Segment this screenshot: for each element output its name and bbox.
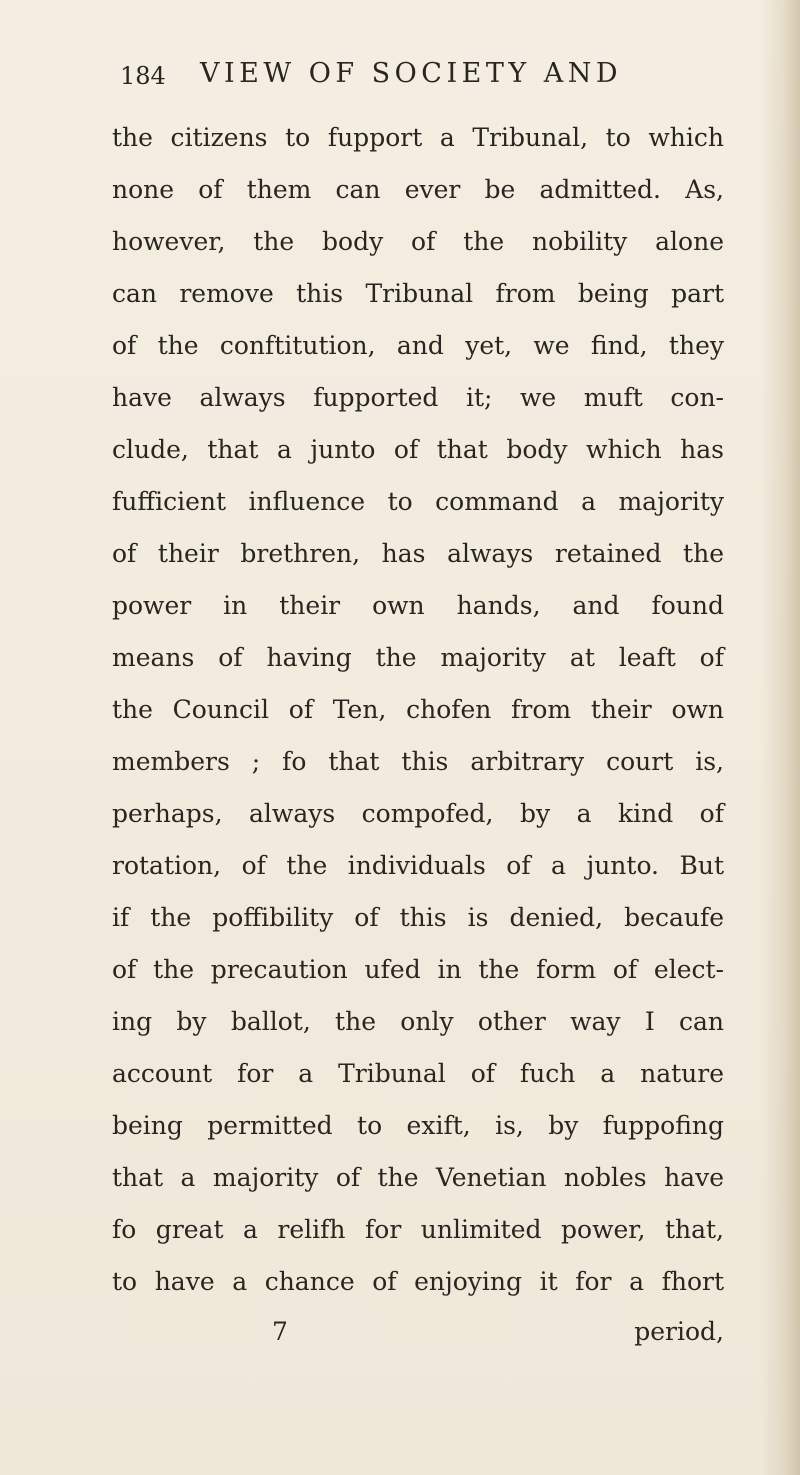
text-line: none of them can ever be admitted. As, bbox=[112, 175, 724, 204]
text-line: the Council of Ten, chofen from their own bbox=[112, 695, 724, 724]
text-line: being permitted to exift, is, by fuppofing bbox=[112, 1111, 724, 1140]
text-line: if the poffibility of this is denied, becaufe bbox=[112, 903, 724, 932]
page-number: 184 bbox=[120, 62, 166, 90]
text-line: power in their own hands, and found bbox=[112, 591, 724, 620]
catchword: period, bbox=[634, 1317, 724, 1346]
text-line: however, the body of the nobility alone bbox=[112, 227, 724, 256]
body-text bbox=[112, 112, 724, 1308]
text-line: account for a Tribunal of fuch a nature bbox=[112, 1059, 724, 1088]
text-line: the citizens to fupport a Tribunal, to which bbox=[112, 123, 724, 152]
text-line: of the precaution ufed in the form of elect- bbox=[112, 955, 724, 984]
text-line: can remove this Tribunal from being part bbox=[112, 279, 724, 308]
text-line: fufficient influence to command a majority bbox=[112, 487, 724, 516]
text-line: of the conftitution, and yet, we find, they bbox=[112, 331, 724, 360]
text-line: clude, that a junto of that body which has bbox=[112, 435, 724, 464]
text-line: have always fupported it; we muft con- bbox=[112, 383, 724, 412]
text-line: that a majority of the Venetian nobles have bbox=[112, 1163, 724, 1192]
text-line: means of having the majority at leaft of bbox=[112, 643, 724, 672]
text-line: fo great a relifh for unlimited power, that, bbox=[112, 1215, 724, 1244]
text-line: to have a chance of enjoying it for a fhort bbox=[112, 1267, 724, 1296]
text-line: ing by ballot, the only other way I can bbox=[112, 1007, 724, 1036]
running-title: VIEW OF SOCIETY AND bbox=[200, 58, 623, 89]
text-line: rotation, of the individuals of a junto. But bbox=[112, 851, 724, 880]
signature-mark: 7 bbox=[272, 1317, 288, 1346]
text-line: perhaps, always compofed, by a kind of bbox=[112, 799, 724, 828]
page-header bbox=[120, 58, 740, 98]
text-line: members ; fo that this arbitrary court is, bbox=[112, 747, 724, 776]
text-line: of their brethren, has always retained the bbox=[112, 539, 724, 568]
page-footer bbox=[112, 1317, 724, 1365]
